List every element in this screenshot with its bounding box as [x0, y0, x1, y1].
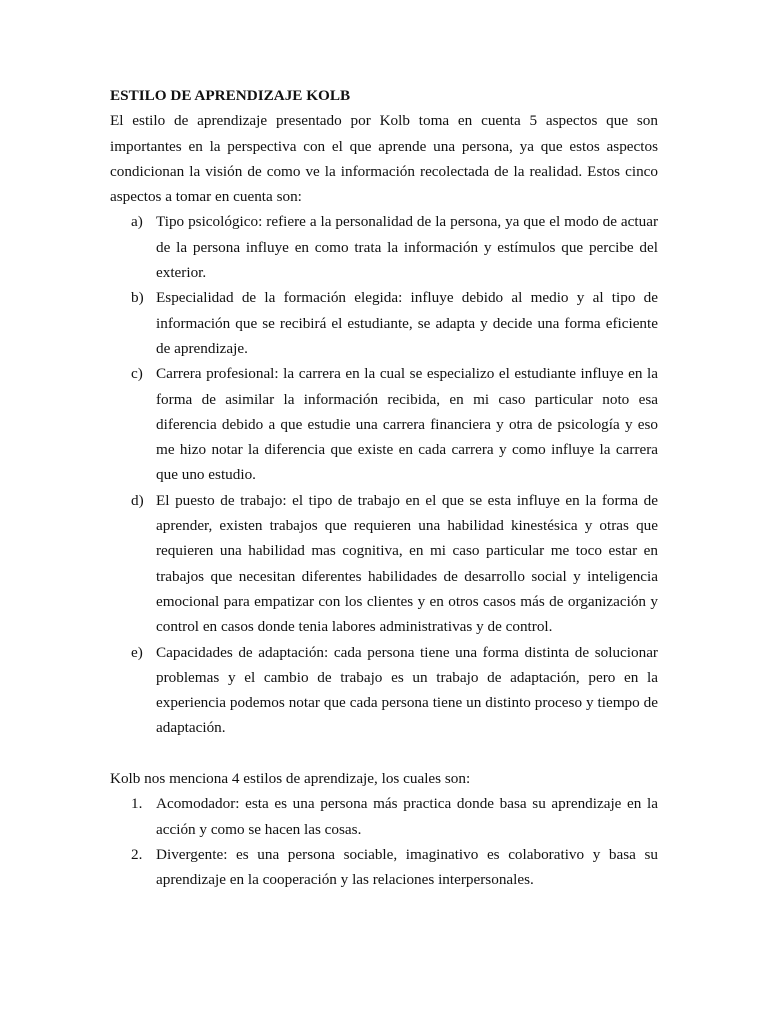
list-item-text: Acomodador: esta es una persona más practica donde basa su aprendizaje en la acción y como se hacen las cosas.	[156, 795, 658, 838]
list-marker: a)	[131, 213, 143, 231]
list-item-text: Divergente: es una persona sociable, imaginativo es colaborativo y basa su aprendizaje en la cooperación y las relaciones interpersonales.	[156, 845, 658, 889]
document-title: ESTILO DE APRENDIZAJE KOLB	[110, 87, 351, 104]
list-marker: 1.	[131, 795, 143, 813]
styles-intro-paragraph: Kolb nos menciona 4 estilos de aprendizaje, los cuales son:	[110, 770, 471, 788]
list-marker: d)	[131, 491, 144, 509]
list-item	[110, 361, 658, 487]
list-item-text: El puesto de trabajo: el tipo de trabajo en el que se esta influye en la forma de aprender, existen trabajos que requieren una habilidad kinestésica y otras que requieren una habilidad mas cognitiva, en mi caso particular me toco estar en trabajos que necesitan diferentes habilidades de desarrollo social y inteligencia emocional para empatizar con los clientes y en otros casos más de organización y control en casos donde tenia labores administrativas y de control.	[156, 491, 658, 636]
list-marker: b)	[131, 289, 144, 307]
aspects-list	[110, 209, 658, 740]
styles-list	[110, 791, 658, 892]
paragraph-spacer	[110, 741, 658, 766]
list-marker: e)	[131, 643, 143, 661]
list-item-text: Capacidades de adaptación: cada persona tiene una forma distinta de solucionar problemas y el cambio de trabajo es un trabajo de adaptación, pero en la experiencia podemos notar que cada persona tiene un distinto proceso y tiempo de adaptación.	[156, 643, 658, 737]
list-item	[110, 842, 658, 893]
list-item	[110, 285, 658, 361]
list-item	[110, 209, 658, 285]
list-marker: 2.	[131, 845, 143, 863]
list-item-text: Carrera profesional: la carrera en la cual se especializo el estudiante influye en la forma de asimilar la información recibida, en mi caso particular noto esa diferencia debido a que estudie una carrera financiera y otra de psicología y eso me hizo notar la diferencia que existe en cada carrera y como influye la carrera que uno estudio.	[156, 365, 658, 484]
list-marker: c)	[131, 365, 143, 383]
list-item	[110, 640, 658, 741]
intro-paragraph: El estilo de aprendizaje presentado por Kolb toma en cuenta 5 aspectos que son importantes en la perspectiva con el que aprende una persona, ya que estos aspectos condicionan la visión de como ve la información recolectada de la realidad. Estos cinco aspectos a tomar en cuenta son:	[110, 112, 658, 206]
list-item	[110, 791, 658, 842]
list-item-text: Especialidad de la formación elegida: influye debido al medio y al tipo de información que se recibirá el estudiante, se adapta y decide una forma eficiente de aprendizaje.	[156, 289, 658, 357]
list-item-text: Tipo psicológico: refiere a la personalidad de la persona, ya que el modo de actuar de la persona influye en como trata la información y estímulos que percibe del exterior.	[156, 213, 658, 282]
list-item	[110, 488, 658, 640]
